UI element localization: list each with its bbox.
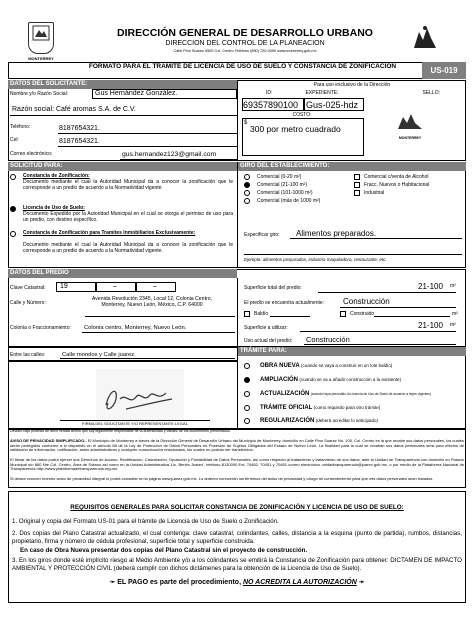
seal-logo: MONTERREY (392, 111, 428, 137)
inmobiliario-radio[interactable] (10, 231, 16, 237)
payment-note: ➛ EL PAGO es parte del procedimiento, NO ACREDITA LA AUTORIZACIÓN ➛ (109, 579, 365, 586)
tramite-oficial-radio[interactable] (244, 405, 250, 411)
baldio-line (270, 316, 310, 317)
specify-giro-line-2 (244, 254, 462, 255)
regularizacion-title: REGULARIZACIÓN (deberá acreditar lo anticipado) (260, 418, 379, 424)
giro-fracc-checkbox[interactable] (354, 182, 360, 188)
email-line (120, 159, 237, 160)
construido-line (374, 316, 450, 317)
id-label: ID: (266, 90, 273, 96)
sello-label: SELLO: (422, 90, 440, 96)
obra-nueva-radio[interactable] (244, 363, 250, 369)
requirement-3: 3. En los giros donde esté implícito riesgo al Medio Ambiente y/o a los colindantes se emitirá la Constancia de Zonificación para obtener: DICTAMEN DE IMPACTO AMBIENTAL Y PROTECCIÓN CIVIL (deberá cumplir con dichos dictámenes para la obtención de la Licencia de Uso de Suelo). (12, 557, 462, 572)
requirement-2: 2. Dos copias del Plano Catastral actualizado, el cual contenga: clave catastral, colindantes, calles, distancia a la esquina (punto de partida), rumbos, distancias, propietario, firma y número de cédula profesional, superficie total y superficie construida. (12, 530, 462, 545)
inmobiliario-title: Constancia de Zonificación para Tramites Inmobiliarios Exclusivamente: (23, 230, 196, 236)
page-title: DIRECCIÓN GENERAL DE DESARROLLO URBANO (117, 27, 373, 39)
email-value[interactable]: gus.hernandez123@gmail.com (122, 151, 217, 158)
sup-util-label: Superficie a utilizar: (244, 325, 288, 331)
payment-arrow-left: ➛ (109, 579, 118, 586)
ampliacion-radio[interactable] (244, 377, 250, 383)
giro-example: Ejemplo: alimentos preparados, industria maquiladora, restaurante, etc. (244, 257, 387, 262)
sup-util-unit: m² (450, 322, 456, 328)
privacy-text-3: Si desea conocer nuestro aviso de privacidad integral lo podrá consultar en la página www.juarez.gob.mx. Lo anterior conocerán los términos del aviso de privacidad y otorgo mi consentimiento para que mis datos personales sean tratados. (10, 476, 434, 481)
costo-label: COSTO: (292, 112, 312, 118)
monterrey-logo (410, 22, 440, 58)
company-line (10, 115, 237, 116)
sup-util-value[interactable]: 21-100 (418, 321, 443, 330)
municipal-logo (28, 22, 54, 54)
header-address: Calle Pino Suarez #500 Col. Centro Teléfono (890) 720-0090 www.monterrey.gob.mx (173, 49, 317, 53)
privacy-text-1: AVISO DE PRIVACIDAD SIMPLIFICADO.- El Municipio de Monterrey a través de la Dirección General de Desarrollo Urbano del Municipio de Monterrey, domicilio en Calle Pino Suárez No. 100, Col. Centro es la que recabe sus datos personales, los cuales serán protegidos conforme a lo dispuesto en el artículo 68 de la Ley de Protección de Datos Personales en Posesión de Sujetos Obligados del Estado de Nuevo León. La finalidad para la cual se recaban sus datos personales será para efectos de validación de información, notificación, actos administrativos y cualquier comunicación relacionada, los cuales no podrán ser transferidos. (10, 438, 464, 453)
id-value: 69357890100 (243, 100, 299, 110)
form-title: FORMATO PARA EL TRAMITE DE LICENCIA DE USO DE SUELO Y CONSTANCIA DE ZONIFICACIÓN (88, 63, 397, 70)
form-code: US-019 (422, 62, 466, 79)
status-value[interactable]: Construcción (343, 297, 390, 306)
cel-label: Cel: (10, 137, 19, 143)
clave-value-1: 19 (60, 283, 68, 290)
requirements-title: REQUISITOS GENERALES PARA SOLICITAR CONSTANCIA DE ZONIFICACIÓN Y LICENCIA DE USO DE SUELO: (70, 504, 404, 511)
zonificacion-radio[interactable] (10, 174, 16, 180)
logo-text: MONTERREY (28, 56, 54, 61)
baldio-checkbox[interactable] (244, 311, 250, 317)
page-subtitle: DIRECCION DEL CONTROL DE LA PLANEACION (165, 40, 325, 47)
colonia-line (82, 332, 235, 333)
licencia-text: Documento Expedido por la Autoridad Municipal en el cual se otorga el permiso de uso para un predio, con destino específico. (23, 211, 233, 224)
entre-value[interactable]: Calle morelos y Calle juarez. (62, 352, 136, 358)
office-header: Para uso exclusivo de la Dirección (313, 82, 391, 88)
giro-fracc-label: Fracc. Nuevos o Habitacional (364, 182, 430, 188)
sup-total-line (318, 292, 456, 293)
regularizacion-radio[interactable] (244, 418, 250, 424)
giro-option-label: Comercial (más de 1000 m²) (257, 198, 321, 204)
baldio-label: Baldío (254, 311, 269, 317)
actualizacion-title: ACTUALIZACIÓN (cuando haya precedido la Licencia de Uso de Suelo de acuerdo a leyes vigentes) (260, 391, 431, 397)
sup-total-unit: m² (450, 283, 456, 289)
giro-alcohol-label: Comercial c/venta de Alcohol (364, 174, 429, 180)
entre-label: Entre las calles: (10, 352, 46, 358)
specify-giro-value[interactable]: Alimentos preparados. (296, 229, 377, 238)
request-divider (237, 162, 238, 268)
construido-unit: m² (452, 311, 458, 317)
predio-section-title: DATOS DEL PREDIO (8, 269, 237, 278)
giro-option-label: Comercial (101-1000 m²) (257, 190, 313, 196)
sup-total-value[interactable]: 21-100 (418, 282, 443, 291)
signature-image (96, 369, 184, 421)
calle-label: Calle y Número: (10, 300, 46, 306)
predio-divider (237, 278, 238, 347)
giro-option-radio[interactable] (244, 182, 250, 188)
applicant-section-title: DATOS DEL SOLICITANTE: (8, 80, 237, 89)
tramite-oficial-title: TRÁMITE OFICIAL (como requisito para otro trámite) (260, 405, 381, 411)
clave-value-3: – (153, 283, 157, 290)
calle-value[interactable]: Avenida Revolución 2345, Local 12, Colonia Centro, Monterrey, Nuevo León, México, C.P. 64000 (91, 296, 213, 309)
zonificacion-text: Documento mediante el cual la Autoridad Municipal da a conocer la zonificación que le corresponde a un predio de acuerdo a la Normatividad vigente. (23, 179, 233, 192)
giro-alcohol-checkbox[interactable] (354, 174, 360, 180)
company-value[interactable]: Razón social: Café aromas S.A. de C.V. (12, 106, 136, 113)
request-section-title: SOLICITUD PARA: (8, 162, 237, 171)
tramite-section-title: TRÁMITE PARA: (238, 347, 466, 356)
ampliacion-title: AMPLIACIÓN (cuando se va a añadir construcción a la existente) (260, 377, 401, 383)
colonia-label: Colonia o Fraccionamiento: (10, 325, 71, 331)
privacy-text-2: El titular de los datos podrá ejercer sus Derechos de Acceso, Rectificación, Cancelación, Oposición y Portabilidad de Datos Personales, así como respecto al tratamiento y tratamiento de sus datos, ante la Unidad de Transparencia con domicilio en Palacio Municipal s/n 880 Nte Col. Centro, Área de Sótano así como en la Unidad Administrativa 'Lic. Benito Juárez', teléfono 8130000 Ext. 70482, 70451 y 70451 correo electrónico unidadtransparencia@juarez.gob.mx, o por medio de la Plataforma Nacional de Transparencia http://www.plataformadetransparencia.org.mx. (10, 457, 464, 472)
cel-value[interactable]: 8187654321. (59, 138, 100, 145)
phone-line (58, 133, 237, 134)
payment-arrow-right: ➛ (356, 579, 365, 586)
expediente-value: Gus-025-hdz (306, 100, 359, 110)
giro-option-radio[interactable] (244, 174, 250, 180)
giro-industrial-label: Industrial (364, 190, 385, 196)
calle-line (85, 316, 235, 317)
office-divider (237, 80, 238, 161)
giro-industrial-checkbox[interactable] (354, 190, 360, 196)
costo-value: 300 por metro cuadrado (250, 124, 341, 134)
obra-nueva-title: OBRA NUEVA (cuando se vaya a construir en un lote baldío) (260, 363, 393, 369)
giro-option-label: Comercial (21-100 m²) (257, 182, 308, 188)
clave-label: Clave Catastral: (10, 285, 46, 291)
sup-util-line (300, 331, 456, 332)
status-label: El predio se encuentra actualmente: (244, 300, 325, 306)
dollar-sign: $ (244, 120, 248, 126)
requirement-2b: En caso de Obra Nueva presentar dos copias del Plano Catastral sin el proyecto de construcción. (20, 547, 308, 554)
sup-total-label: Superficie total del predio: (244, 285, 302, 291)
clave-value-2: – (113, 283, 117, 290)
entre-line (60, 358, 235, 359)
signature-caption: FIRMA DEL SOLICITANTE Y/O REPRESENTANTE LEGAL (82, 421, 188, 426)
construido-checkbox[interactable] (340, 311, 346, 317)
licencia-title: Licencia de Uso de Suelo: (23, 205, 85, 211)
inmobiliario-text: Documento mediante el cual la Autoridad Municipal da a conocer la zonificación que le corresponde a un predio de acuerdo a la Normatividad vigente. (23, 242, 233, 255)
name-label: Nombre y/o Razón Social: (10, 91, 69, 97)
uso-line (304, 344, 456, 345)
uso-label: Uso actual del predio: (244, 338, 293, 344)
tramite-box (237, 347, 466, 429)
giro-option-radio[interactable] (244, 198, 250, 204)
cel-line (58, 146, 237, 147)
colonia-value[interactable]: Colonia centro, Monterrey, Nuevo León. (84, 325, 187, 331)
specify-giro-label: Especificar giro: (244, 232, 280, 238)
licencia-radio[interactable] (10, 206, 16, 212)
status-line (340, 307, 456, 308)
giro-option-label: Comercial (0-20 m²) (257, 174, 302, 180)
phone-value[interactable]: 8187654321. (59, 125, 100, 132)
actualizacion-radio[interactable] (244, 391, 250, 397)
requirement-1: 1. Original y copia del Formato US-01 para el trámite de Licencia de Uso de Suelo o Zonificación. (12, 518, 279, 525)
zonificacion-title: Constancia de Zonificación: (23, 173, 90, 179)
name-value: Gus Hernández González. (95, 90, 178, 97)
specify-giro-line (290, 238, 462, 239)
giro-section-title: GIRO DEL ESTABLECIMIENTO: (238, 162, 466, 171)
email-label: Correo electrónico: (10, 151, 53, 157)
expediente-label: EXPEDIENTE: (305, 90, 339, 96)
construido-label: Construido (350, 311, 375, 317)
phone-label: Teléfono: (10, 124, 31, 130)
uso-value[interactable]: Construcción (306, 335, 350, 344)
giro-option-radio[interactable] (244, 190, 250, 196)
signature-note: Declaro bajo protesta de decir verdad afirmo que soy legalmente responsable de la autenticidad y validez de los documentos presentados. (10, 429, 231, 433)
